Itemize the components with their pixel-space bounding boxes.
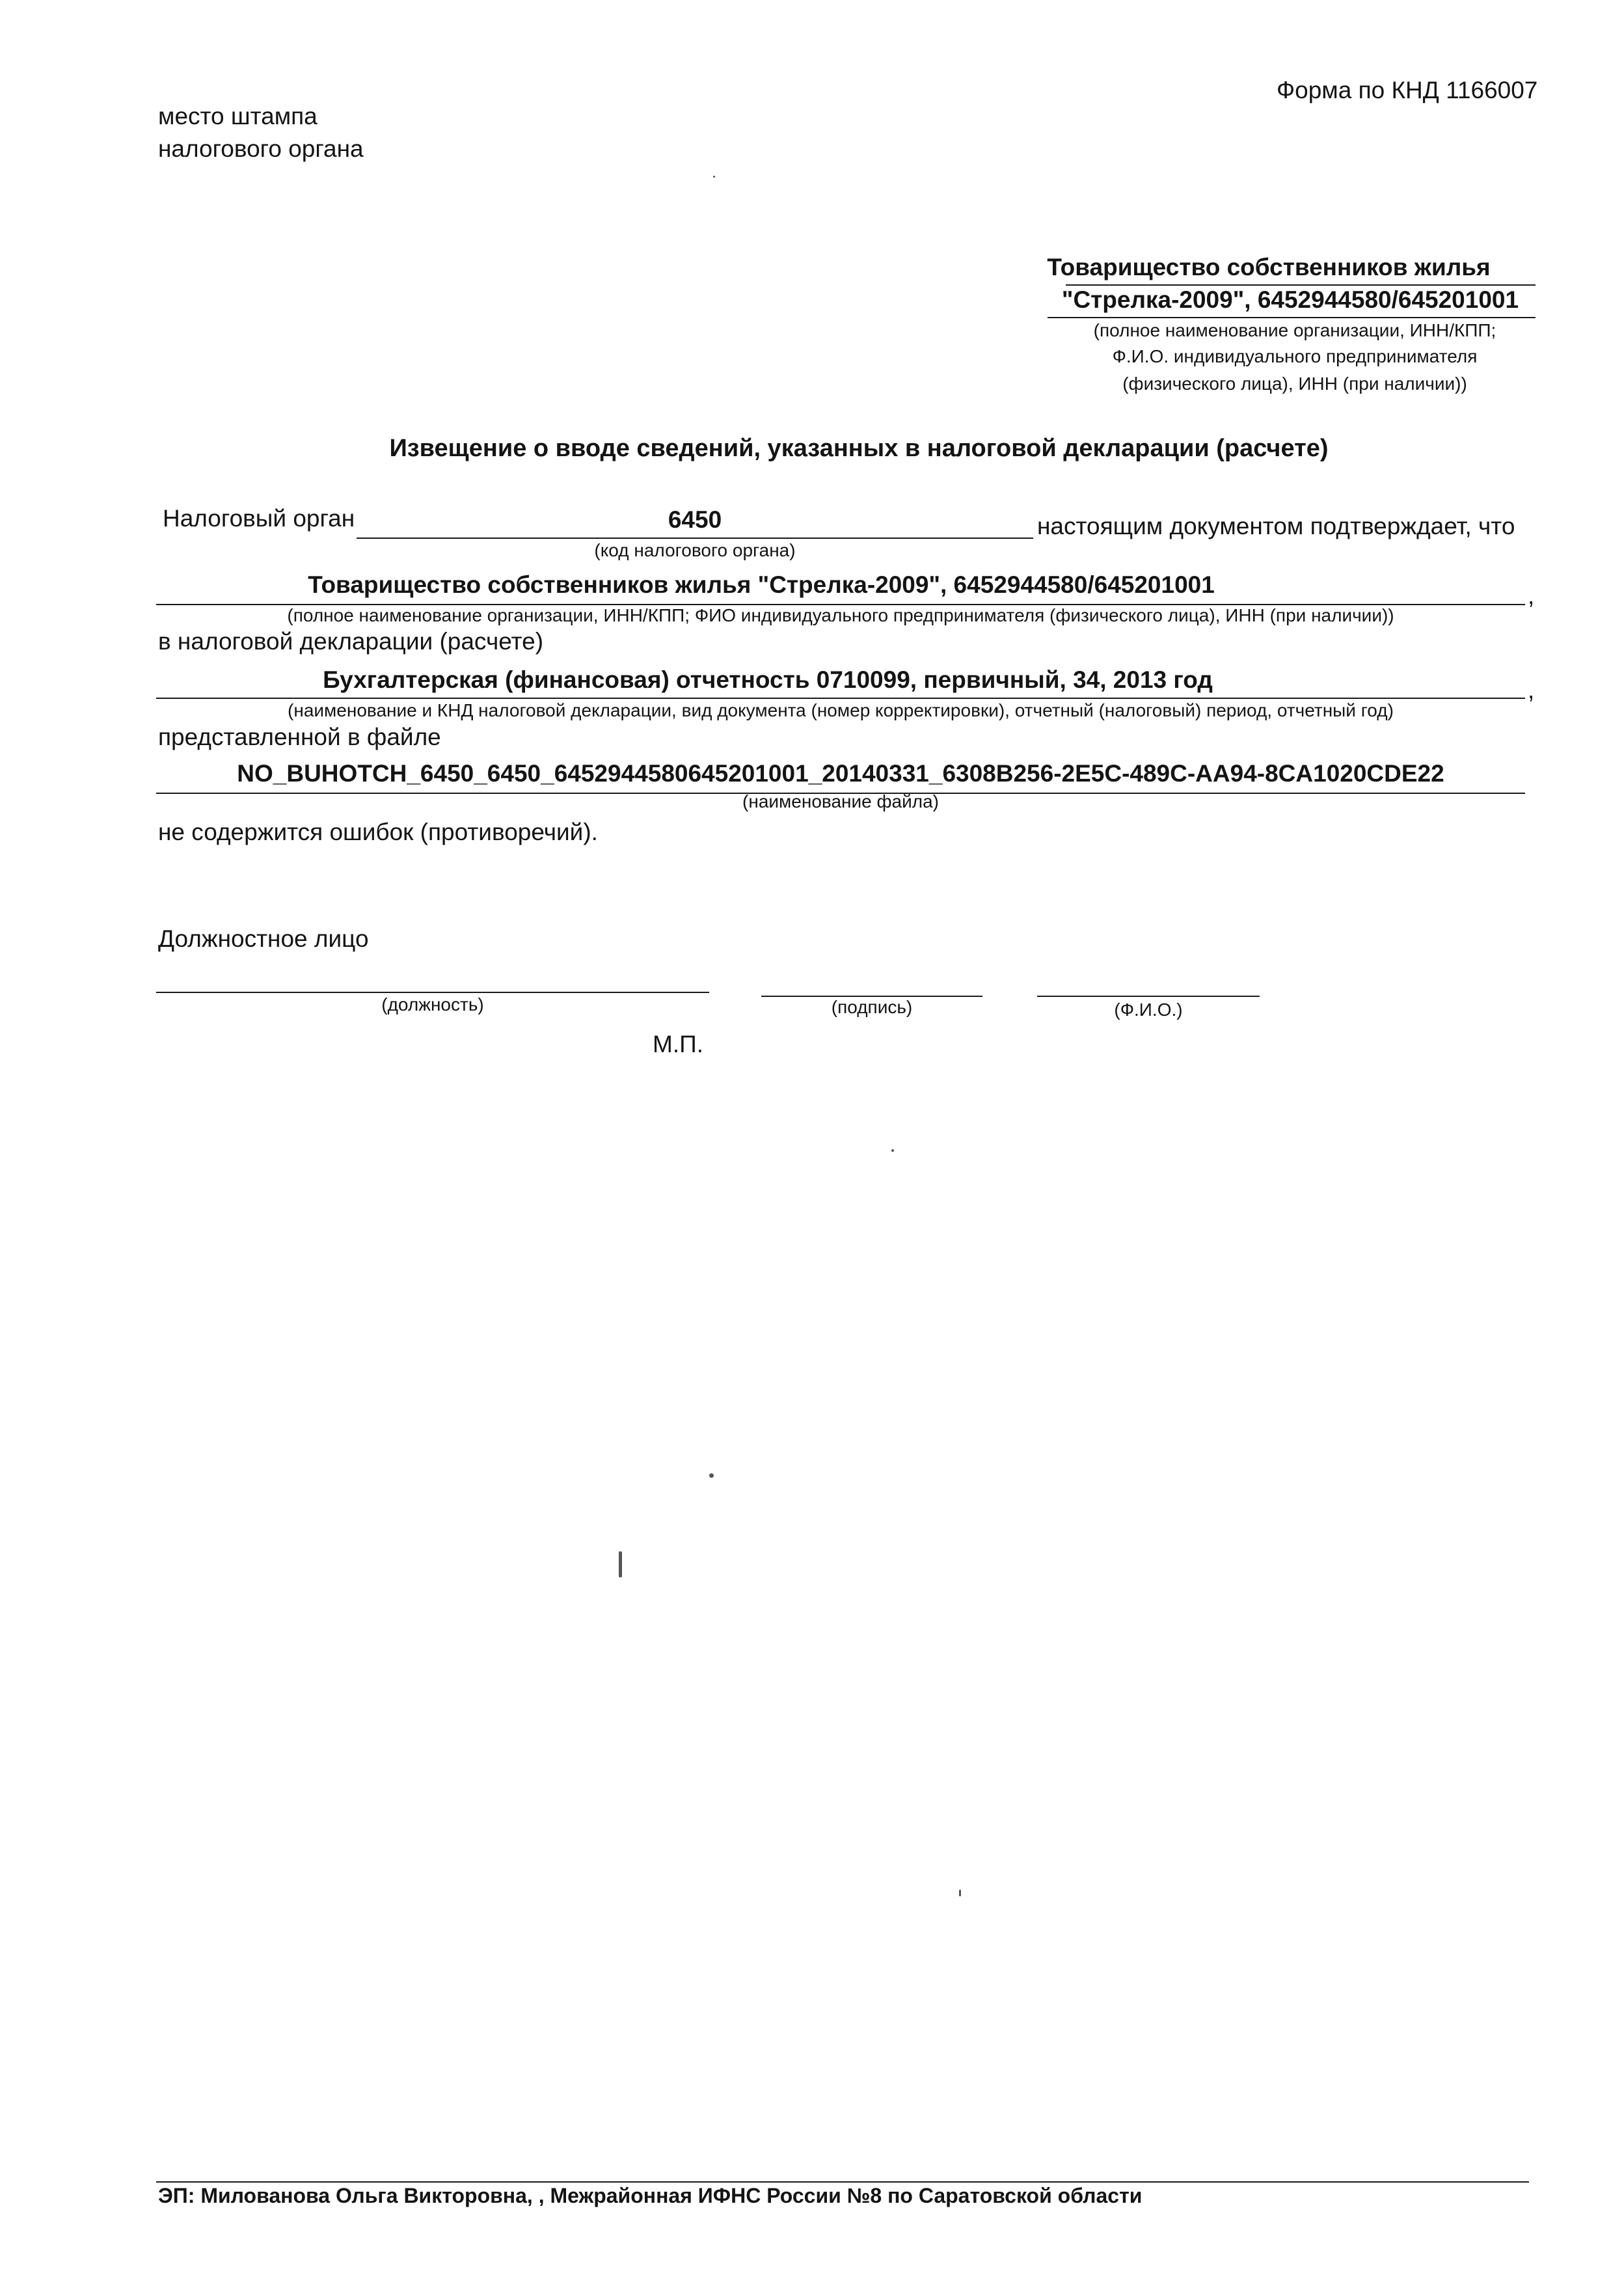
official-label: Должностное лицо: [158, 925, 369, 952]
addressee-underline-1: [1066, 284, 1536, 286]
scan-speck: [619, 1551, 622, 1577]
footer-signature-text: ЭП: Милованова Ольга Викторовна, , Межрайонная ИФНС России №8 по Саратовской области: [158, 2184, 1143, 2207]
tax-authority-underline: [357, 538, 1033, 539]
addressee-hint-line3: (физического лица), ИНН (при наличии)): [1122, 374, 1467, 394]
organization-comma: ,: [1528, 582, 1535, 609]
tax-authority-label: Налоговый орган: [163, 505, 355, 532]
declaration-underline: [156, 698, 1525, 699]
tax-authority-code: 6450: [668, 506, 722, 533]
scan-speck: [709, 1473, 714, 1478]
file-label: представленной в файле: [158, 724, 441, 750]
scan-speck: [891, 1149, 894, 1152]
tax-authority-code-hint: (код налогового органа): [594, 540, 796, 560]
addressee-underline-2: [1048, 317, 1536, 318]
conclusion-text: не содержится ошибок (противоречий).: [158, 819, 598, 845]
seal-placeholder: М.П.: [653, 1031, 703, 1057]
stamp-place-line2: налогового органа: [158, 135, 364, 162]
declaration-label: в налоговой декларации (расчете): [158, 628, 544, 655]
document-title: Извещение о вводе сведений, указанных в налоговой декларации (расчете): [389, 435, 1329, 462]
file-name: NO_BUHOTCH_6450_6450_6452944580645201001_20140331_6308B256-2E5C-489C-AA94-8CA1020CDE22: [237, 760, 1444, 787]
name-underline: [1037, 996, 1260, 997]
footer-rule: [156, 2181, 1529, 2183]
declaration-hint: (наименование и КНД налоговой декларации, вид документа (номер корректировки), отчетный (налоговый) период, отчетный год): [288, 700, 1394, 720]
name-hint: (Ф.И.О.): [1114, 1000, 1183, 1020]
position-hint: (должность): [381, 994, 484, 1015]
signature-hint: (подпись): [831, 997, 913, 1017]
form-code: Форма по КНД 1166007: [1277, 77, 1538, 103]
file-hint: (наименование файла): [742, 791, 939, 811]
scan-speck: [959, 1890, 961, 1896]
organization-value: Товарищество собственников жилья "Стрелка-2009", 6452944580/645201001: [308, 571, 1215, 598]
position-underline: [156, 992, 709, 993]
addressee-name-line2: "Стрелка-2009", 6452944580/645201001: [1061, 286, 1519, 313]
declaration-comma: ,: [1528, 677, 1535, 703]
scan-speck: [713, 176, 715, 178]
addressee-hint-line1: (полное наименование организации, ИНН/КПП;: [1093, 320, 1496, 340]
declaration-value: Бухгалтерская (финансовая) отчетность 0710099, первичный, 34, 2013 год: [323, 666, 1213, 693]
addressee-name-line1: Товарищество собственников жилья: [1047, 254, 1491, 280]
stamp-place-line1: место штампа: [158, 103, 318, 129]
tax-authority-confirms: настоящим документом подтверждает, что: [1037, 513, 1515, 539]
addressee-hint-line2: Ф.И.О. индивидуального предпринимателя: [1112, 346, 1478, 366]
organization-hint: (полное наименование организации, ИНН/КПП; ФИО индивидуального предпринимателя (физического лица), ИНН (при наличии)): [287, 605, 1394, 625]
